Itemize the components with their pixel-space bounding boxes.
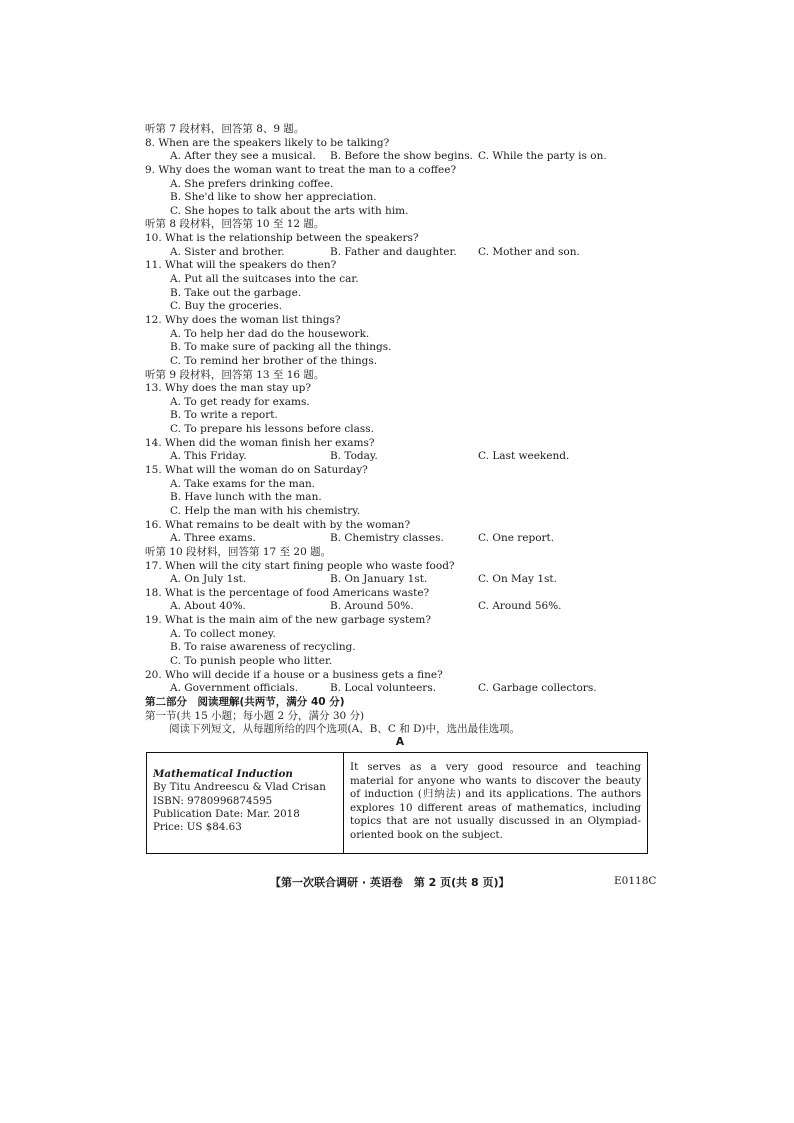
book-description-cell <box>344 753 647 853</box>
question-line: 听第 8 段材料，回答第 10 至 12 题。 <box>145 218 325 231</box>
question-list <box>145 123 665 748</box>
question-line: 14. When did the woman finish her exams? <box>145 436 375 449</box>
option-row <box>145 600 665 614</box>
option-line: A. To help her dad do the housework. <box>170 327 370 340</box>
option-b: B. Before the show begins. <box>330 150 473 163</box>
instruction: 阅读下列短文，从每题所给的四个选项(A、B、C 和 D)中，选出最佳选项。 <box>169 723 521 736</box>
option-line: A. Put all the suitcases into the car. <box>170 273 359 286</box>
question-line: 13. Why does the man stay up? <box>145 382 311 395</box>
question-line: 8. When are the speakers likely to be talking? <box>145 136 390 149</box>
book-description: It serves as a very good resource and teaching material for anyone who wants to discover the beauty of induction (归纳法) and its applications. The authors explores 10 different areas of mathematics, including topics that are not usually discussed in an Olympiad-oriented book on the subject. <box>350 761 641 841</box>
question-line: 听第 9 段材料，回答第 13 至 16 题。 <box>145 368 325 381</box>
option-c: C. Mother and son. <box>478 245 580 258</box>
question-line: 12. Why does the woman list things? <box>145 313 341 326</box>
option-c: C. Around 56%. <box>478 600 562 613</box>
book-isbn: ISBN: 9780996874595 <box>153 794 273 807</box>
option-line: B. Have lunch with the man. <box>170 491 322 504</box>
question-line: 第一节(共 15 小题；每小题 2 分，满分 30 分) <box>145 709 365 722</box>
option-a: A. About 40%. <box>170 600 246 613</box>
option-b: B. Today. <box>330 450 378 463</box>
option-b: B. Chemistry classes. <box>330 532 444 545</box>
question-line: 听第 10 段材料，回答第 17 至 20 题。 <box>145 545 332 558</box>
question-line: 16. What remains to be dealt with by the woman? <box>145 518 411 531</box>
option-line: B. To raise awareness of recycling. <box>170 641 356 654</box>
option-c: C. While the party is on. <box>478 150 607 163</box>
option-b: B. Around 50%. <box>330 600 414 613</box>
option-line: C. To remind her brother of the things. <box>170 354 378 367</box>
option-line: B. To write a report. <box>170 409 278 422</box>
option-line: A. To collect money. <box>170 627 276 640</box>
option-b: B. On January 1st. <box>330 573 428 586</box>
option-line: A. To get ready for exams. <box>170 395 310 408</box>
page-footer: 【第一次联合调研 · 英语卷 第 2 页(共 8 页)】 <box>270 876 510 889</box>
question-line: 11. What will the speakers do then? <box>145 259 337 272</box>
option-line: C. To prepare his lessons before class. <box>170 423 375 436</box>
option-c: C. Garbage collectors. <box>478 682 597 695</box>
option-a: A. Three exams. <box>170 532 256 545</box>
option-line: C. Help the man with his chemistry. <box>170 504 361 517</box>
question-line: 20. Who will decide if a house or a business gets a fine? <box>145 668 443 681</box>
option-row <box>145 573 665 587</box>
passage-label: A <box>395 735 405 748</box>
option-c: C. Last weekend. <box>478 450 570 463</box>
exam-code: E0118C <box>614 875 657 887</box>
option-row <box>145 450 665 464</box>
question-line: 9. Why does the woman want to treat the man to a coffee? <box>145 163 457 176</box>
option-a: A. This Friday. <box>170 450 247 463</box>
option-row <box>145 682 665 696</box>
question-line: 19. What is the main aim of the new garbage system? <box>145 614 431 627</box>
book-details <box>147 753 344 853</box>
option-line: A. She prefers drinking coffee. <box>170 177 334 190</box>
option-row <box>145 150 665 164</box>
option-b: B. Father and daughter. <box>330 245 457 258</box>
option-row <box>145 246 665 260</box>
option-line: B. To make sure of packing all the things. <box>170 341 392 354</box>
option-line: B. Take out the garbage. <box>170 286 302 299</box>
option-line: B. She'd like to show her appreciation. <box>170 191 377 204</box>
option-c: C. One report. <box>478 532 555 545</box>
book-info-table <box>146 752 648 854</box>
book-title: Mathematical Induction <box>153 768 293 780</box>
option-a: A. Government officials. <box>170 682 299 695</box>
book-author: By Titu Andreescu & Vlad Crisan <box>153 781 326 794</box>
option-c: C. On May 1st. <box>478 573 557 586</box>
option-line: C. Buy the groceries. <box>170 300 283 313</box>
option-a: A. Sister and brother. <box>170 245 285 258</box>
option-line: C. She hopes to talk about the arts with him. <box>170 204 409 217</box>
question-line: 18. What is the percentage of food Americans waste? <box>145 586 430 599</box>
option-line: C. To punish people who litter. <box>170 654 333 667</box>
question-line: 10. What is the relationship between the speakers? <box>145 232 419 245</box>
question-line: 15. What will the woman do on Saturday? <box>145 464 368 477</box>
option-a: A. After they see a musical. <box>170 150 316 163</box>
question-line: 17. When will the city start fining people who waste food? <box>145 559 455 572</box>
option-row <box>145 532 665 546</box>
section-heading: 第二部分 阅读理解(共两节，满分 40 分) <box>145 695 345 708</box>
question-line: 听第 7 段材料，回答第 8、9 题。 <box>145 123 305 135</box>
book-price: Price: US $84.63 <box>153 821 242 834</box>
option-a: A. On July 1st. <box>170 573 247 586</box>
book-date: Publication Date: Mar. 2018 <box>153 807 300 820</box>
option-b: B. Local volunteers. <box>330 682 437 695</box>
option-line: A. Take exams for the man. <box>170 477 316 490</box>
